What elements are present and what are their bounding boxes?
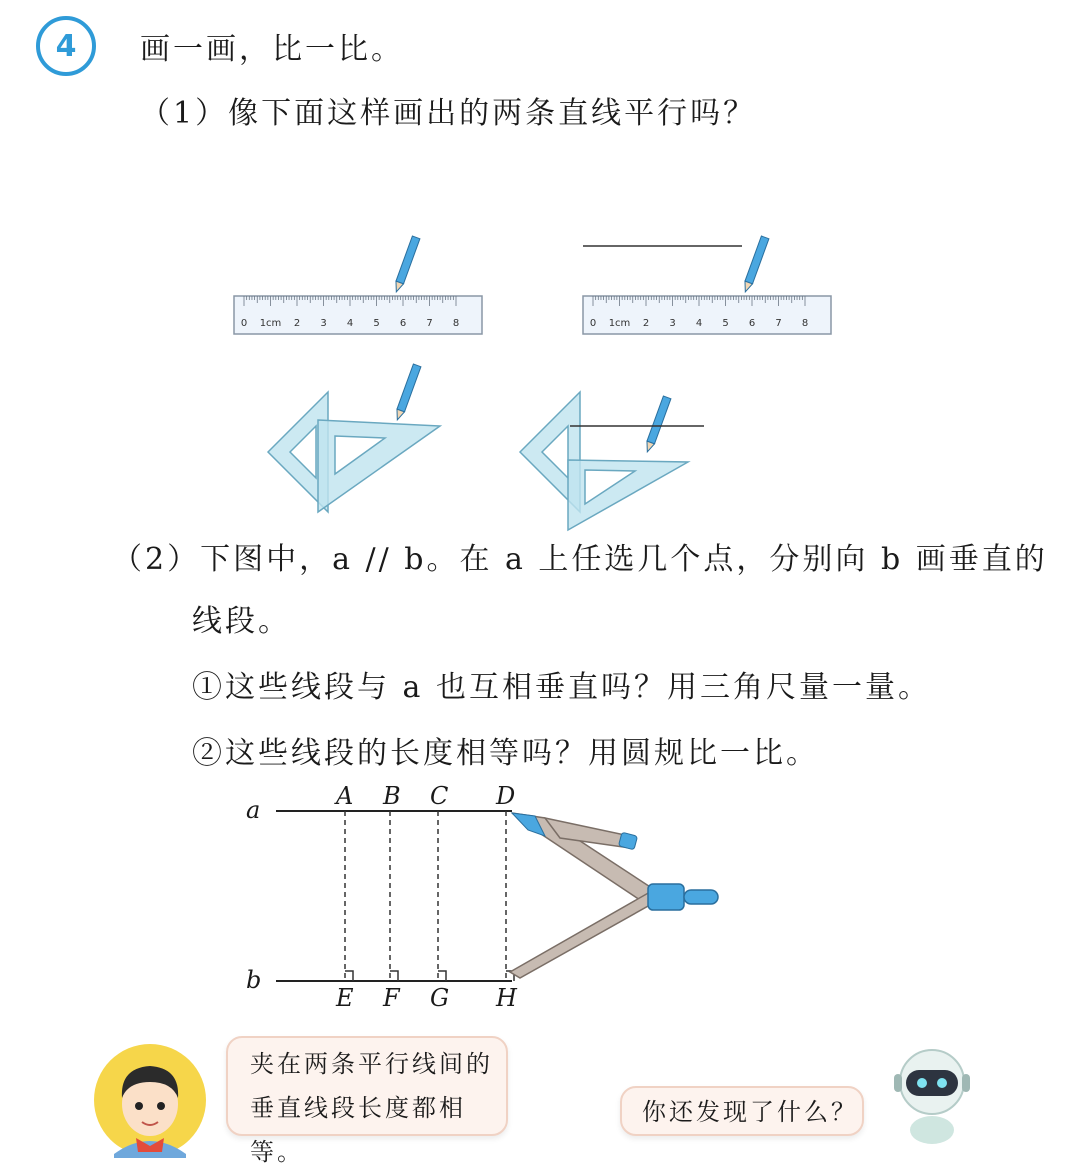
ruler-tick-label: 2 [642,318,650,329]
ruler-tick-label: 2 [293,318,301,329]
label-point-g: G [430,984,450,1012]
boy-speech-bubble [226,1036,508,1166]
ruler-tick-label: 5 [373,318,380,329]
ruler-tick-label: 3 [320,318,327,329]
label-point-d: D [496,782,516,810]
label-line-a: a [246,796,261,824]
robot-avatar-icon [890,1044,974,1144]
robot-speech-bubble [620,1086,864,1136]
ruler-tick-label: 5 [722,318,729,329]
ruler-tick-label: 0 [589,318,597,329]
right-angle-mark [345,971,353,981]
ruler-tick-label: 4 [695,318,703,329]
part2-text-line2: 线段。 [192,604,291,639]
ruler-tick-label: 4 [346,318,354,329]
question-title: 画一画，比一比。 [140,32,404,67]
ruler-tick-label: 6 [748,318,756,329]
ruler-tick-label: 8 [452,318,460,329]
ruler-tick-label: 1cm [608,318,631,329]
label-point-c: C [430,782,449,810]
ruler-tick-label: 0 [240,318,248,329]
boy-speech-line2: 垂直线段长度都相等。 [250,1094,466,1166]
label-point-h: H [496,984,517,1012]
label-point-a: A [336,782,354,810]
ruler-tick-label: 8 [801,318,809,329]
boy-avatar-icon [92,1042,208,1158]
part1-text: （1）像下面这样画出的两条直线平行吗？ [140,96,757,131]
sub-question-1: ①这些线段与 a 也互相垂直吗？用三角尺量一量。 [192,670,931,705]
ruler-tick-label: 1cm [259,318,282,329]
right-angle-mark [390,971,398,981]
label-point-e: E [336,984,354,1012]
ruler-tick-label: 3 [669,318,676,329]
label-point-f: F [383,984,400,1012]
right-angle-mark [438,971,446,981]
ruler-tick-label: 7 [775,318,782,329]
sub-question-2: ②这些线段的长度相等吗？用圆规比一比。 [192,736,819,771]
label-point-b: B [383,782,401,810]
compass-icon [510,813,718,978]
ruler-tick-label: 6 [399,318,407,329]
ruler-tick-label: 7 [426,318,433,329]
boy-speech-line1: 夹在两条平行线间的 [250,1050,493,1078]
robot-speech-text: 你还发现了什么？ [642,1098,858,1126]
label-line-b: b [246,966,262,994]
question-number: 4 [55,28,77,64]
part2-text-line1: （2）下图中，a // b。在 a 上任选几个点，分别向 b 画垂直的 [112,542,1048,577]
